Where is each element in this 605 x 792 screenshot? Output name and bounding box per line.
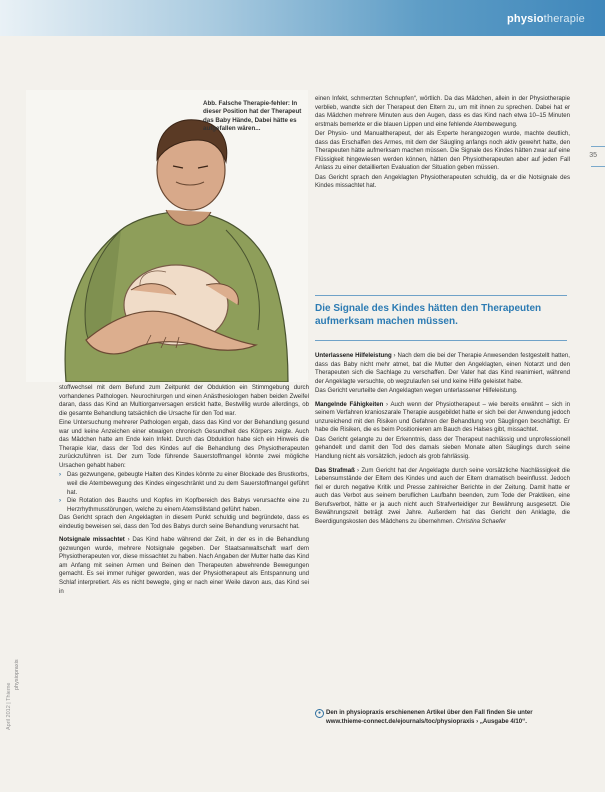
- pull-quote-rule: [315, 340, 567, 341]
- paragraph: Der Physio- und Manualtherapeut, der als Experte herangezogen wurde, machte deutlich, dass das Erschaffen des Armes, mit dem der Säugling anfangs noch aktiv gewehrt hatte, den Therapeuten hätte aufmerksam machen müssen. Die Signale des Kindes hätten zwar auf eine Flüssigkeit hingewiesen werden können, hätten den Physiotherapeuten aber auf jeden Fall Anlass zu einer detaillierten Evaluation der Situation geben müssen.: [315, 130, 570, 172]
- info-icon: ●: [315, 709, 324, 718]
- figure-caption: Abb. Falsche Therapie-fehler: In dieser Position hat der Therapeut das Baby Hände, Dabei hätte es aufgefallen wären...: [203, 100, 302, 133]
- section-unterlassene-hilfeleistung: Unterlassene Hilfeleistung › Nach dem die bei der Therapie Anwesenden festgestellt hatten, dass das Baby nicht mehr atmet, bat die Mutter den Angeklagten, einen Notarzt und den Therapeuten sich die Sachlage zu verschaffen. Der Vater hat das Kind reanimiert, während der Angeklagte versuchte, ob wegzulaufen sei und keine Hilfe geleistet habe.: [315, 352, 570, 385]
- page-tick-bottom: [591, 166, 605, 167]
- paragraph: Das Gericht gelangte zu der Erkenntnis, dass der Therapeut nachlässig und unprofessionell gehandelt und damit den Tod des damals sieben Monate alten Säuglings durch seine Handlung nicht als vorsätzlich, jedoch als grob fahrlässig.: [315, 435, 570, 461]
- paragraph: stoffwechsel mit dem Befund zum Zeitpunkt der Obduktion ein Stimmgebung durch vorhandenes Pathologen. Neurochirurgen und einen Anästhesiologen haben beiden Zweifel daran, dass das Kind an Multiorganversagen erstickt hatte, Bestwillig wurde allerdings, ob die gesamte Behandlung tatsächlich die Ursache für den Tod war.: [59, 384, 309, 417]
- magazine-brand: physiotherapie: [506, 13, 585, 25]
- paragraph: Das Gericht sprach den Angeklagten in diesem Punkt schuldig und begründete, dass es eindeutig beweisen sei, dass den Tod des Babys durch seine Behandlung verursacht hat.: [59, 514, 309, 530]
- paragraph: Das Gericht verurteilte den Angeklagten wegen unterlassener Hilfeleistung.: [315, 387, 518, 395]
- page-number: 35: [589, 152, 597, 159]
- therapy-illustration: [26, 90, 308, 382]
- list-item: › Das gezwungene, gebeugte Halten des Kindes könnte zu einer Blockade des Brustkorbs, weil die Atembewegung des Kindes eingeschränkt und zu dem Sauerstoffmangel geführt hat.: [65, 471, 309, 497]
- list-item: › Die Rotation des Bauchs und Kopfes im Kopfbereich des Babys verursachte eine zu Herzrhythmusstörungen, welche zu einem Atemstillstand geführt haben.: [65, 497, 309, 514]
- paragraph: Das Gericht sprach den Angeklagten Physiotherapeuten schuldig, da er die Notsignale des Kindes missachtet hat.: [315, 173, 570, 190]
- margin-issue-info: April 2012 | Thieme: [6, 682, 12, 730]
- cause-list: [59, 471, 309, 514]
- paragraph: Eine Untersuchung mehrerer Pathologen ergab, dass das Kind vor der Behandlung gesund war und keine Anzeichen einer etwaigen chronisch Gesundheit des Körpers zeigte. Auch das Mädchen hatte am Ende kein Infekt. Durch das Obduktion habe sich ein Hinweis die Therapie klar, dass der Tod des Kindes auf die Behandlung des Physiotherapeuten zurückzuführen ist. Der zum Tode führende Sauerstoffmangel könnte zwei mögliche Ursachen gehabt haben:: [59, 419, 309, 469]
- section-strafmass: Das Strafmaß › Zum Gericht hat der Angeklagte durch seine vorsätzliche Nachlässigkeit die Lebensumstände der Eltern des Kindes und auch der Eltern dramatisch beeinflusst. Jedoch fiel er durch negative Kritik und Presse zahlreicher Berichte in der Zeitung. Damit hatte er auch das Verbot aus seinem beruflichen Laufbahn beenden, zum Tode der Praktiken, eine Berufsverbot, hätte er ja auch nicht auch Strafverteidiger zur Bewährung ausgesetzt. Die Bewährungszeit beträgt zwei Jahre. Außerdem hat das Gericht den Anklagte, die Beerdigungskosten des Mädchens zu übernehmen. Christina Schaefer: [315, 466, 570, 525]
- right-column-intro: [315, 95, 570, 192]
- link-text[interactable]: Den in physiopraxis erschienenen Artikel über den Fall finden Sie unter www.thieme-connect.de/ejournals/toc/physiopraxis › „Ausgabe 4/10“.: [326, 709, 533, 725]
- header-bar: [0, 0, 605, 36]
- author-name: Christina Schaefer: [455, 517, 507, 525]
- paragraph: einen Infekt, schmerzten Schnupfen“, wörtlich. Da das Mädchen, allein in der Physiotherapie verblieb, wandte sich der Therapeut den Eltern zu, um mit ihnen zu sprechen. Dabei hat er das Mädchen mehrere Minuten aus den Augen, dass es das Kind nach etwa 10–15 Minuten erstmals bemerkte er die blauen Lippen und eine fehlende Atembewegung.: [315, 95, 570, 128]
- section-notsignale: Notsignale missachtet › Das Kind habe während der Zeit, in der es in die Behandlung gezwungen wurde, mehrere Notsignale gegeben. Der Staatsanwaltschaft warf dem Physiotherapeuten vor, diese missachtet zu haben. Nach Angaben der Mutter hatte das Kind am Anfang mit seinen Armen und Beinen den Therapeuten abwehrende Bewegungen gemacht. Es sei immer ruhiger geworden, was der Physiotherapeut als Entspannung und Schlaf interpretiert. Als es nicht bewegte, ging er nach einer Weile davon aus, das Kind sei in: [59, 536, 310, 595]
- therapist-with-baby-illustration: [26, 90, 308, 382]
- left-column: [59, 384, 309, 597]
- page-tick-top: [591, 146, 605, 147]
- right-column-sections: [315, 352, 570, 527]
- section-mangelnde-faehigkeiten: Mangelnde Fähigkeiten › Auch wenn der Physiotherapeut – wie bereits erwähnt – sich in seinem Verfahren kranioszarale Therapie ausgebildet hatte er sich bei der Anwendung jedoch unzureichend mit den Risiken und Gefahren der Behandlung von Säuglingen beschäftigt. Er habe die Risiken, die es beim Positionieren am Bauch des Halses gibt, missachtet.: [315, 400, 570, 434]
- article-link-note[interactable]: [315, 709, 570, 726]
- margin-journal-name: physiopraxis: [14, 659, 20, 690]
- pull-quote: Die Signale des Kindes hätten den Therapeuten aufmerksam machen müssen.: [315, 295, 567, 328]
